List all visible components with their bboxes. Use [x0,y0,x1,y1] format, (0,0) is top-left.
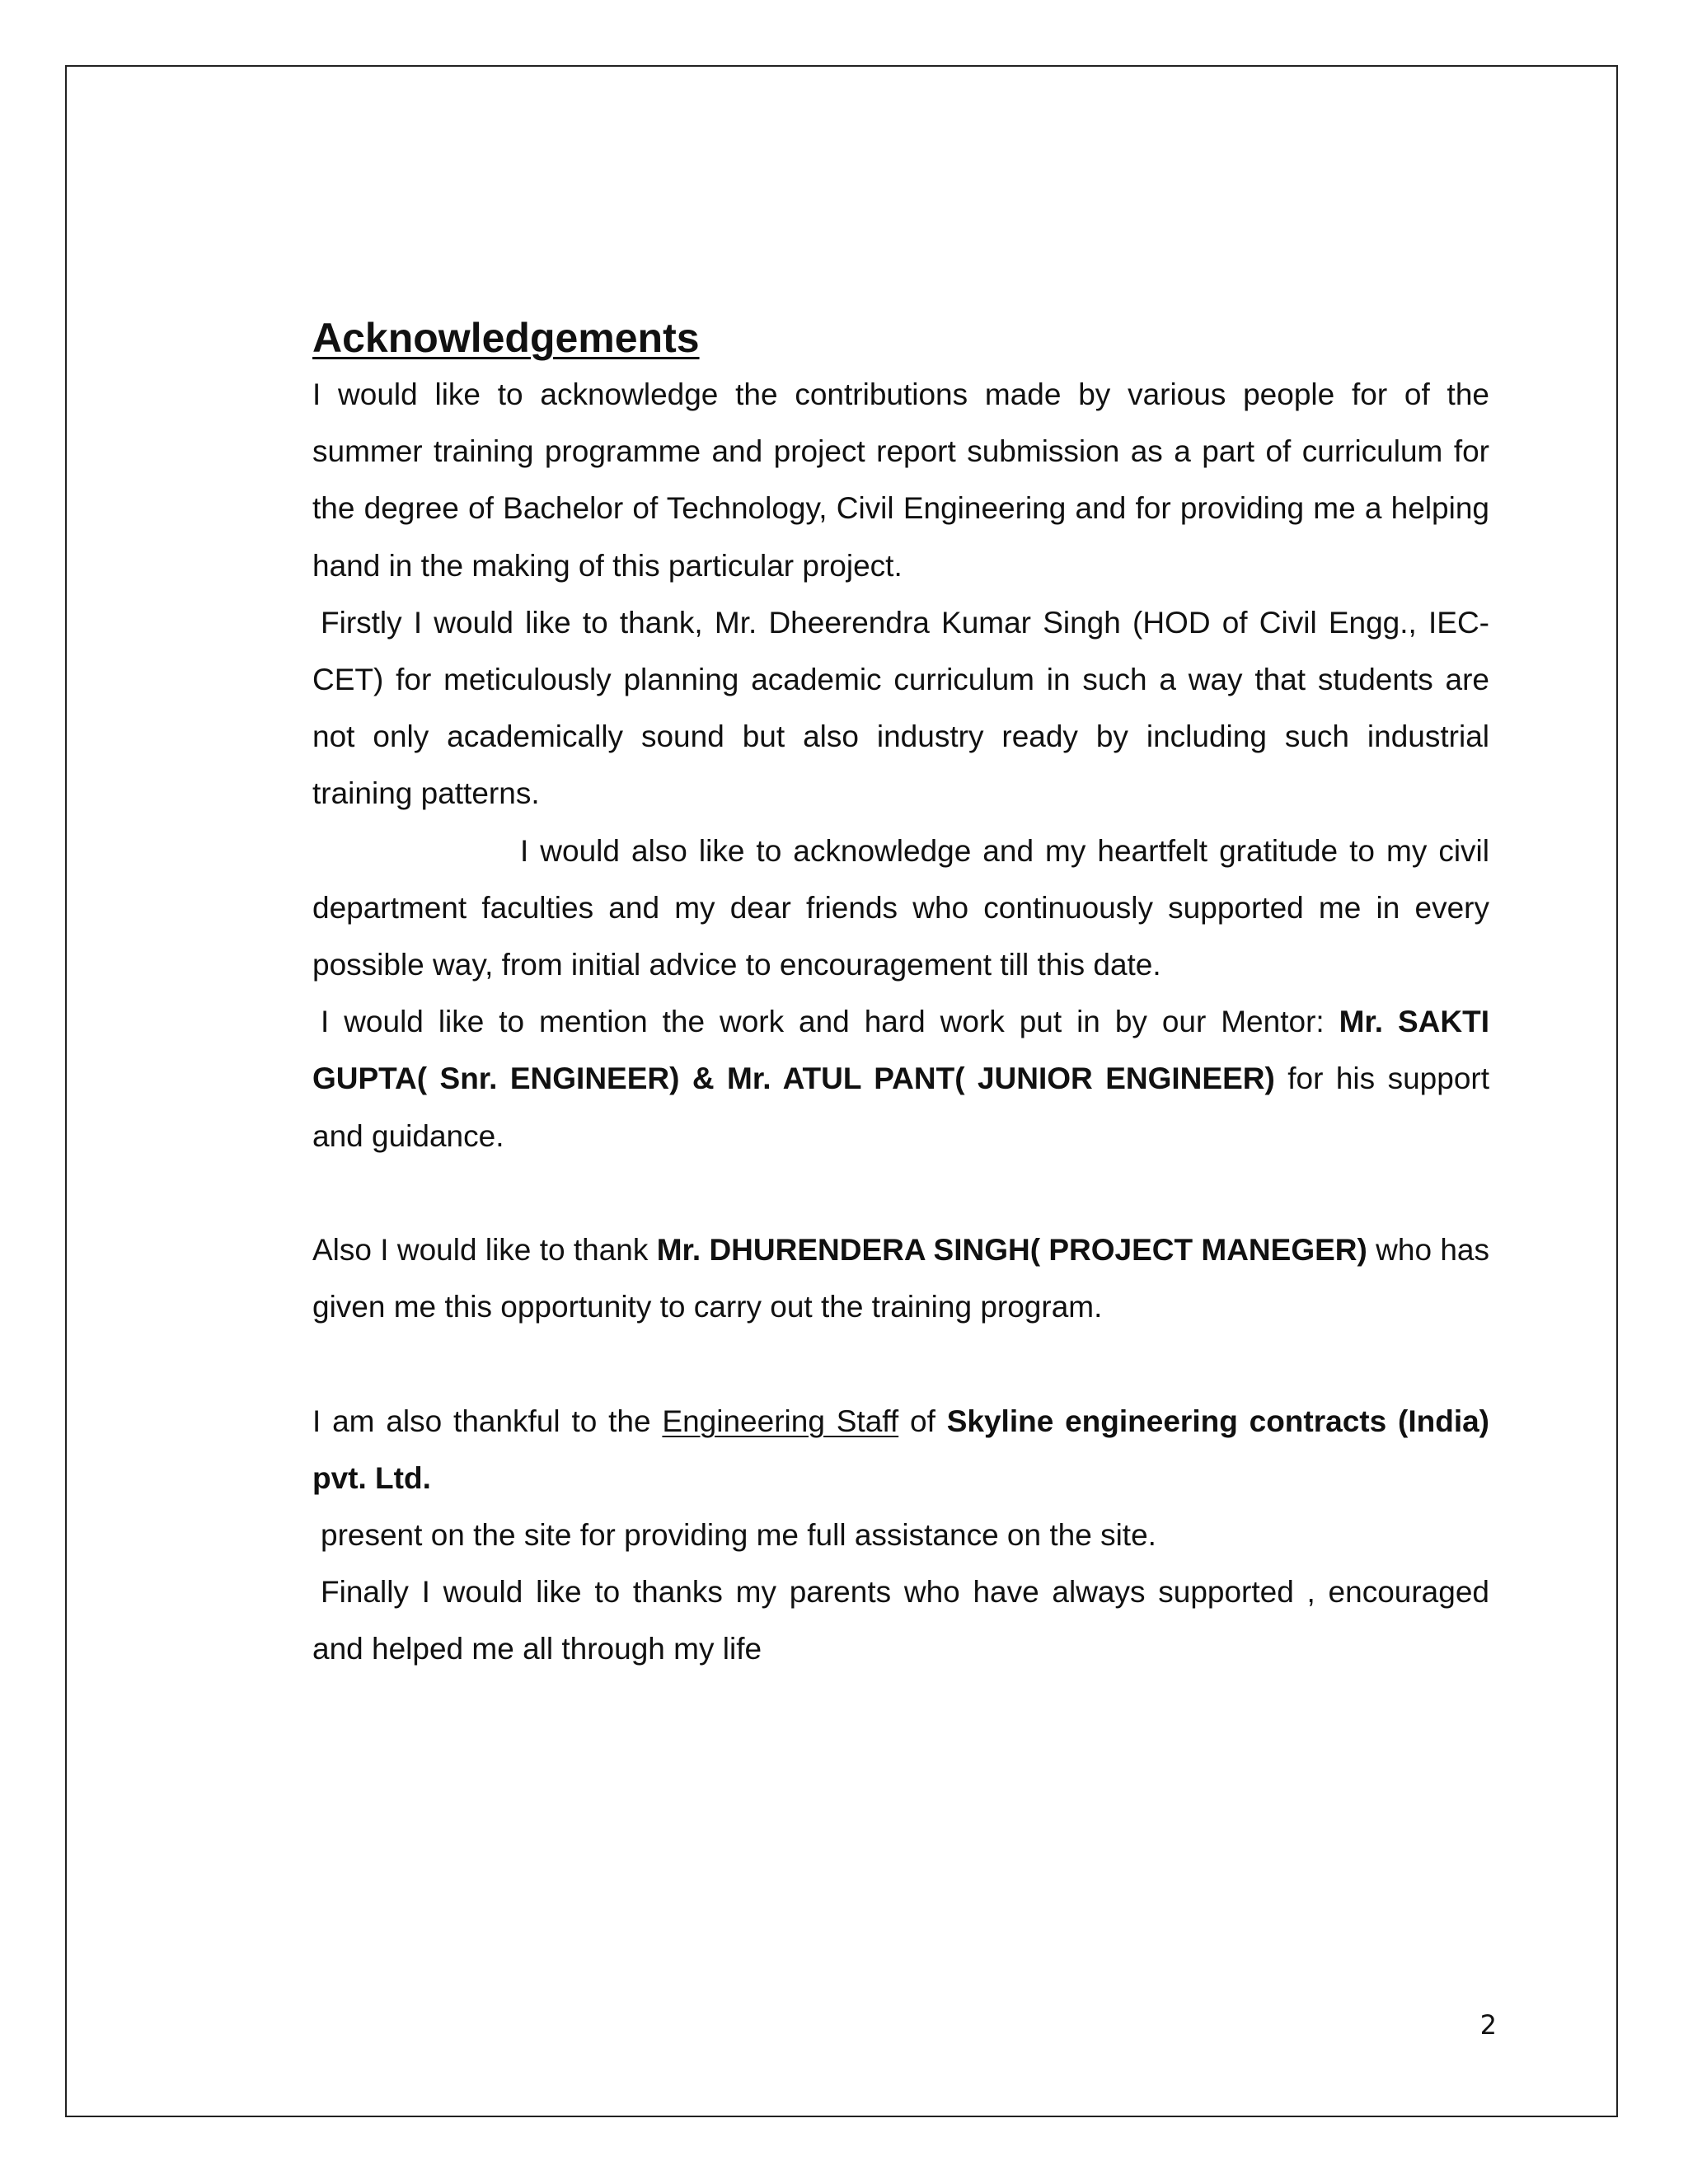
page-title: Acknowledgements [312,315,700,361]
mentor-text-end: for his support and guidance. [312,1062,1490,1153]
paragraph-parents-text: Finally I would like to thanks my parents who have always supported , encouraged and helped me all through my life [312,1575,1489,1666]
staff-text-start: I am also thankful to the [312,1404,663,1438]
staff-text-of: of [898,1404,947,1438]
mentor-names: Mr. SAKTI GUPTA( Snr. ENGINEER) & Mr. ATUL PANT( JUNIOR ENGINEER) [312,1005,1489,1096]
paragraph-hod-text: Firstly I would like to thank, Mr. Dheerendra Kumar Singh (HOD of Civil Engg., IEC-CET) for meticulously planning academic curriculum in such a way that students are not only academically sound but also industry ready by including such industrial training patterns. [312,605,1489,811]
engineering-staff-label: Engineering Staff [662,1404,899,1438]
paragraph-parents [312,1563,1489,1677]
paragraph-site [312,1507,1489,1563]
paragraph-faculty-text: I would also like to acknowledge and my heartfelt gratitude to my civil department faculties and my dear friends who continuously supported me in every possible way, from initial advice to encouragement till this date. [312,833,1489,982]
paragraph-site-text: present on the site for providing me full assistance on the site. [321,1518,1156,1553]
manager-name: Mr. DHURENDERA SINGH( PROJECT MANEGER) [656,1233,1367,1268]
document-body [312,310,1489,1678]
company-name: Skyline engineering contracts (India) pvt. Ltd. [312,1404,1489,1495]
paragraph-faculty [312,823,1489,994]
paragraph-staff [312,1393,1489,1507]
paragraph-project-manager [312,1221,1489,1335]
page-number: 2 [1479,2009,1497,2041]
blank-line [312,1335,1489,1392]
paragraph-hod [312,594,1489,823]
paragraph-intro [312,366,1489,594]
blank-line [312,1165,1489,1221]
paragraph-mentor [312,993,1489,1165]
mentor-text-start: I would like to mention the work and hard work put in by our Mentor: [321,1005,1339,1039]
manager-text-end: who has given me this opportunity to carry out the training program. [312,1233,1489,1324]
paragraph-intro-text: I would like to acknowledge the contributions made by various people for of the summer training programme and project report submission as a part of curriculum for the degree of Bachelor of Technology, Civil Engineering and for providing me a helping hand in the making of this particular project. [312,377,1489,583]
manager-text-start: Also I would like to thank [312,1233,657,1268]
